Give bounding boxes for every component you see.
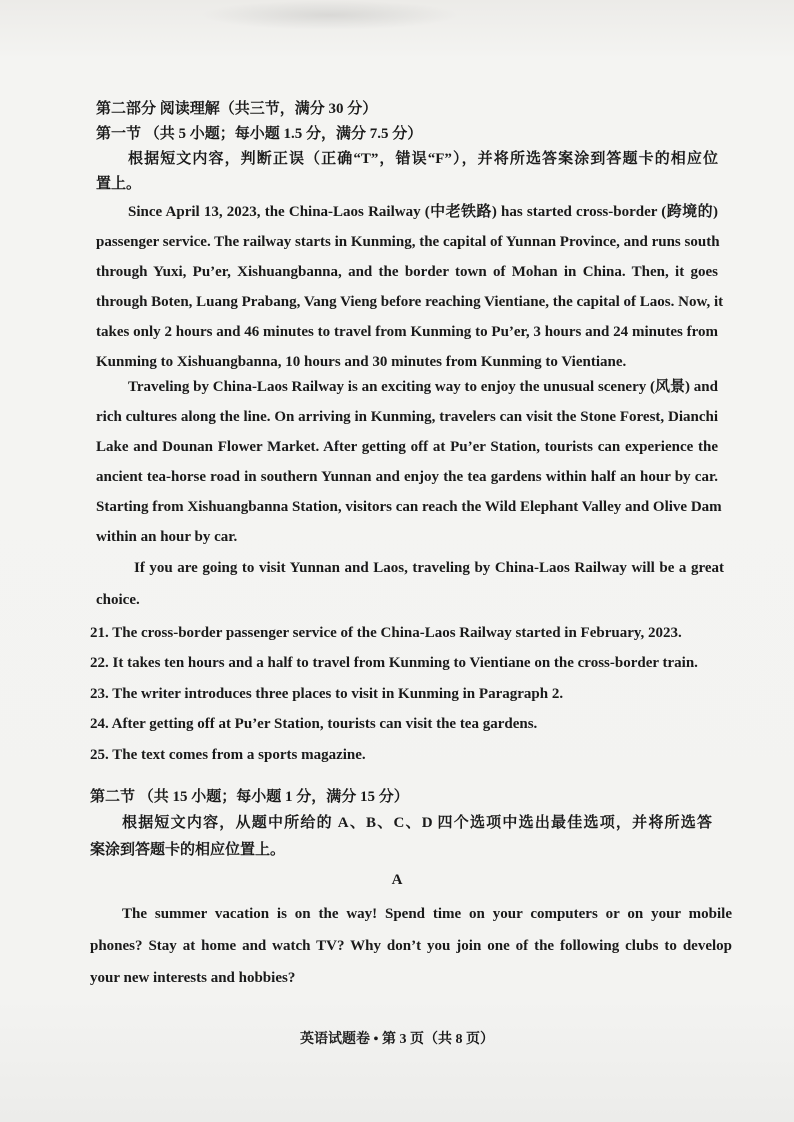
- passage-line: passenger service. The railway starts in Kunming, the capital of Yunnan Province, and runs south: [96, 234, 720, 250]
- passage-line: The summer vacation is on the way! Spend time on your computers or on your mobile: [122, 906, 732, 922]
- passage-line: Traveling by China-Laos Railway is an exciting way to enjoy the unusual scenery (风景) and: [128, 379, 718, 395]
- page-footer: 英语试题卷 • 第 3 页（共 8 页）: [300, 1032, 494, 1047]
- question-21: 21. The cross-border passenger service of the China-Laos Railway started in February, 2023.: [90, 625, 682, 641]
- passage-a-label: A: [391, 872, 403, 888]
- passage-paragraph-1: [96, 197, 724, 377]
- section2-instruction-line1: 根据短文内容，从题中所给的 A、B、C、D 四个选项中选出最佳选项，并将所选答: [122, 815, 712, 831]
- question-23: 23. The writer introduces three places to visit in Kunming in Paragraph 2.: [90, 686, 564, 702]
- question-24: 24. After getting off at Pu’er Station, tourists can visit the tea gardens.: [90, 716, 538, 732]
- passage-paragraph-2: [96, 372, 722, 552]
- passage-a-paragraph: [90, 898, 732, 994]
- passage-line: Kunming to Xishuangbanna, 10 hours and 30 minutes from Kunming to Vientiane.: [96, 354, 627, 370]
- section1-instruction-line1: 根据短文内容，判断正误（正确“T”，错误“F”），并将所选答案涂到答题卡的相应位: [128, 151, 718, 167]
- passage-paragraph-3: [96, 552, 724, 616]
- part-title: 第二部分 阅读理解（共三节，满分 30 分）: [96, 101, 378, 117]
- passage-line: ancient tea-horse road in southern Yunnan and enjoy the tea gardens within half an hour by car.: [96, 469, 718, 485]
- passage-line: choice.: [96, 592, 140, 608]
- question-22: 22. It takes ten hours and a half to travel from Kunming to Vientiane on the cross-border train.: [90, 655, 698, 671]
- section1-title: 第一节 （共 5 小题；每小题 1.5 分，满分 7.5 分）: [96, 126, 423, 142]
- passage-line: through Yuxi, Pu’er, Xishuangbanna, and the border town of Mohan in China. Then, it goes: [96, 264, 718, 280]
- passage-line: Since April 13, 2023, the China-Laos Railway (中老铁路) has started cross-border (跨境的): [128, 204, 718, 220]
- section2-title: 第二节 （共 15 小题；每小题 1 分，满分 15 分）: [90, 789, 409, 805]
- passage-line: Starting from Xishuangbanna Station, visitors can reach the Wild Elephant Valley and Olive Dam: [96, 499, 722, 515]
- passage-line: within an hour by car.: [96, 529, 238, 545]
- passage-line: If you are going to visit Yunnan and Laos, traveling by China-Laos Railway will be a great: [134, 560, 724, 576]
- passage-line: through Boten, Luang Prabang, Vang Vieng before reaching Vientiane, the capital of Laos. Now, it: [96, 294, 724, 310]
- section1-instruction-line2: 置上。: [96, 176, 142, 192]
- passage-line: Lake and Dounan Flower Market. After getting off at Pu’er Station, tourists can experience the: [96, 439, 718, 455]
- question-25: 25. The text comes from a sports magazine.: [90, 747, 366, 763]
- passage-line: takes only 2 hours and 46 minutes to travel from Kunming to Pu’er, 3 hours and 24 minutes from: [96, 324, 718, 340]
- passage-line: rich cultures along the line. On arriving in Kunming, travelers can visit the Stone Forest, Dianchi: [96, 409, 718, 425]
- section2-instruction-line2: 案涂到答题卡的相应位置上。: [90, 842, 286, 858]
- passage-line: your new interests and hobbies?: [90, 970, 296, 986]
- scan-smudge: [200, 0, 460, 30]
- passage-line: phones? Stay at home and watch TV? Why don’t you join one of the following clubs to develop: [90, 938, 732, 954]
